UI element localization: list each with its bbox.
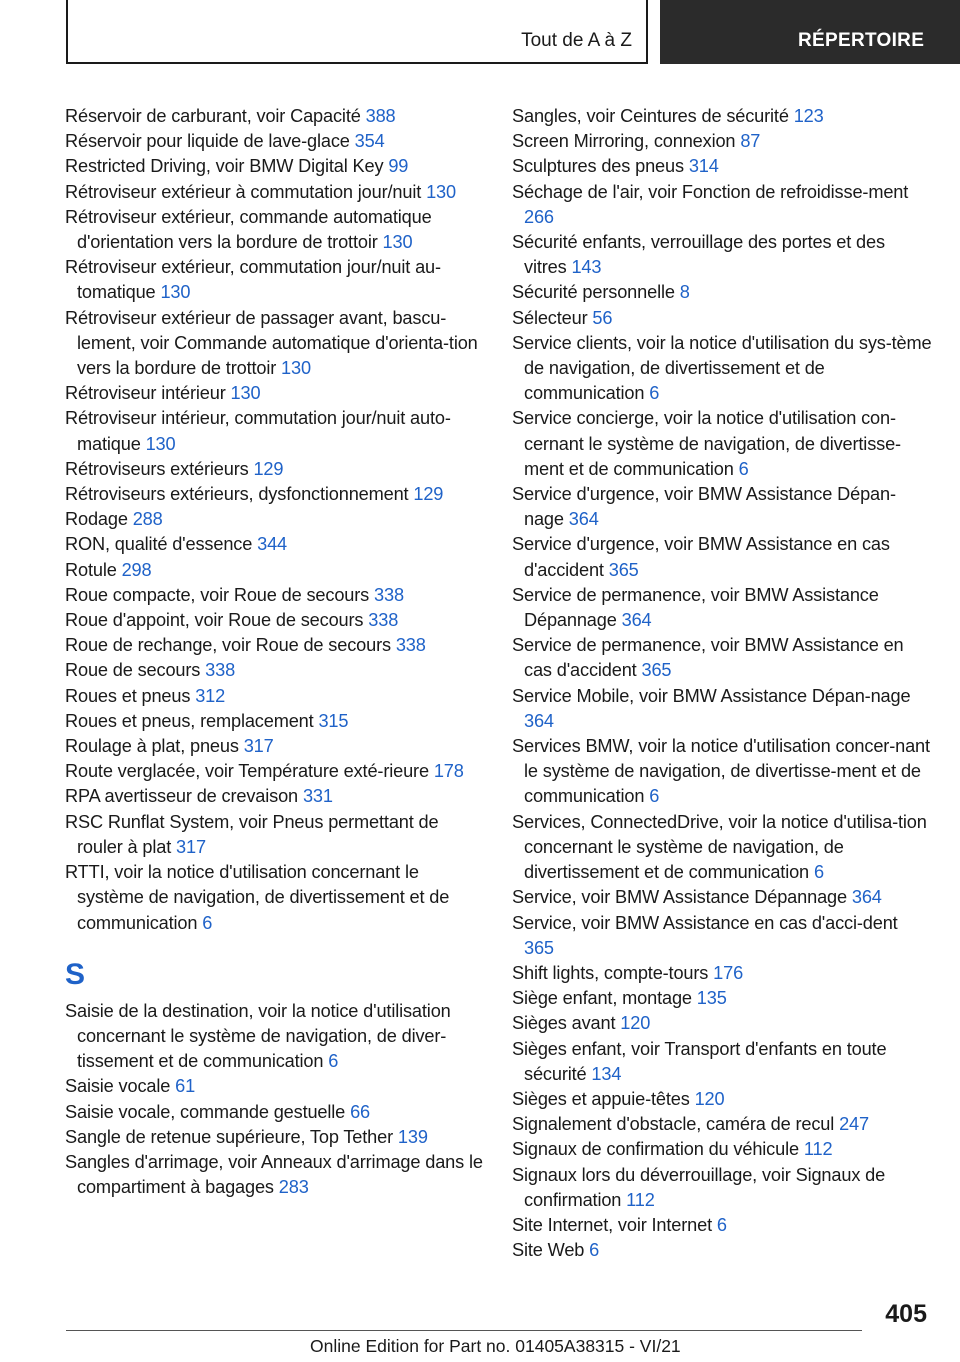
entry-text: Siège enfant, montage [512,988,692,1009]
index-entry [65,180,485,205]
entry-text: Rétroviseur intérieur [65,383,226,404]
footer-divider [66,1330,862,1331]
index-column-left [65,104,485,1200]
index-entry [512,104,932,129]
page-link[interactable]: 99 [388,156,409,177]
index-entry [65,1150,485,1200]
entry-text: Sièges enfant, voir Transport d'enfants en toute sécurité [512,1038,887,1084]
entry-text: Roues et pneus, remplacement [65,710,314,731]
index-entry [65,1100,485,1125]
entry-text: Sangle de retenue supérieure, Top Tether [65,1126,394,1147]
page-link[interactable]: 120 [694,1088,725,1109]
index-entry [65,784,485,809]
page-link[interactable]: 354 [354,131,385,152]
page-link[interactable]: 143 [571,257,602,278]
entry-text: Roue de rechange, voir Roue de secours [65,635,391,656]
index-entry [512,810,932,886]
entry-text: RTTI, voir la notice d'utilisation concernant le système de navigation, de divertissement et de communication [65,862,450,933]
page-link[interactable]: 6 [649,383,660,404]
index-entry [65,129,485,154]
entry-text: Rotule [65,559,117,580]
entry-text: Service de permanence, voir BMW Assistance Dépannage [512,584,879,631]
entry-text: Service de permanence, voir BMW Assistance en cas d'accident [512,635,904,681]
page-link[interactable]: 61 [175,1076,196,1097]
index-entry [65,507,485,532]
entry-text: Service concierge, voir la notice d'utilisation con-cernant le système de navigation, de divertisse-ment et de communication [512,408,901,479]
index-entry [512,154,932,179]
page-link[interactable]: 130 [382,232,413,253]
page-link[interactable]: 176 [713,962,744,983]
index-entries-right [512,104,932,1263]
entry-text: Sculptures des pneus [512,156,684,177]
index-entry [65,608,485,633]
entry-text: Réservoir pour liquide de lave-glace [65,131,350,152]
entry-text: Screen Mirroring, connexion [512,131,736,152]
index-entry [512,230,932,280]
page-link[interactable]: 135 [696,988,727,1009]
index-entry [65,381,485,406]
page-link[interactable]: 338 [368,610,399,631]
entry-text: Rétroviseur extérieur, commande automatique d'orientation vers la bordure de trottoir [65,206,432,253]
index-entry [512,986,932,1011]
index-entry [65,558,485,583]
page-link[interactable]: 338 [374,584,404,605]
page-link[interactable]: 283 [278,1177,309,1198]
chapter-tab[interactable] [660,0,960,64]
index-entry [65,759,485,784]
section-tab[interactable] [66,0,648,64]
index-entry [65,532,485,557]
index-entry [512,1163,932,1213]
entry-text: Saisie vocale, commande gestuelle [65,1101,346,1122]
page-link[interactable]: 331 [302,786,333,807]
entry-text: Site Web [512,1240,585,1261]
index-entry [512,532,932,582]
index-column-right [512,104,932,1263]
entry-text: Séchage de l'air, voir Fonction de refroidisse-ment [512,181,909,202]
page-number: 405 [885,1300,927,1328]
page-link[interactable]: 365 [608,559,639,580]
entry-text: Service, voir BMW Assistance Dépannage [512,887,847,908]
index-entry [65,1074,485,1099]
page-link[interactable]: 364 [568,509,599,530]
index-entry [512,180,932,230]
entry-text: Rodage [65,509,128,530]
section-letter: S [65,957,85,991]
page-link[interactable]: 130 [160,282,191,303]
edition-text: Online Edition for Part no. 01405A38315 - VI/21 [310,1336,681,1356]
entry-text: Sièges avant [512,1013,616,1034]
page-link[interactable]: 130 [230,383,261,404]
entry-text: Roue compacte, voir Roue de secours [65,584,370,605]
entry-text: Rétroviseur extérieur à commutation jour/nuit [65,181,422,202]
page-link[interactable]: 6 [328,1051,339,1072]
entry-text: Rétroviseurs extérieurs, dysfonctionnement [65,484,409,505]
page-link[interactable]: 338 [395,635,426,656]
page-link[interactable]: 6 [813,862,824,883]
index-entry [65,583,485,608]
entry-text: Restricted Driving, voir BMW Digital Key [65,156,384,177]
entry-text: Site Internet, voir Internet [512,1214,713,1235]
index-entry [65,205,485,255]
page-link[interactable]: 6 [716,1214,727,1235]
entry-text: Saisie de la destination, voir la notice d'utilisation concernant le système de navigation, de diver-tissement et de communication [65,1000,451,1072]
entry-text: Sangles, voir Ceintures de sécurité [512,106,789,126]
index-entries-r [65,104,485,936]
page-link[interactable]: 314 [688,156,719,177]
entry-text: Rétroviseurs extérieurs [65,458,249,479]
page-link[interactable]: 56 [592,307,613,328]
entry-text: Réservoir de carburant, voir Capacité [65,106,361,126]
page-link[interactable]: 112 [803,1139,833,1160]
entry-text: Sécurité personnelle [512,282,675,303]
entry-text: Shift lights, compte-tours [512,962,709,983]
page-link[interactable]: 364 [524,710,554,731]
index-entry [65,457,485,482]
page-link[interactable]: 338 [205,660,236,681]
index-entry [512,1087,932,1112]
index-entry [512,583,932,633]
index-entry [65,154,485,179]
section-label: Tout de A à Z [521,30,632,51]
index-entry [512,1238,932,1263]
index-entry [65,633,485,658]
index-entry [65,999,485,1075]
entry-text: Service clients, voir la notice d'utilisation du sys-tème de navigation, de divertissement et de communication [512,332,932,404]
index-entry [512,1037,932,1087]
index-entry [65,810,485,860]
entry-text: RON, qualité d'essence [65,534,253,555]
entry-text: Signaux lors du déverrouillage, voir Signaux de confirmation [512,1164,886,1210]
entry-text: Services, ConnectedDrive, voir la notice d'utilisa-tion concernant le système de navigation, de divertissement et de communication [512,811,927,883]
index-entry [65,684,485,709]
index-entry [65,482,485,507]
index-entry [512,684,932,734]
page-link[interactable]: 112 [626,1189,655,1210]
entry-text: Roues et pneus [65,685,191,706]
page-link[interactable]: 130 [426,181,456,202]
page-link[interactable]: 298 [121,559,152,580]
entry-text: RSC Runflat System, voir Pneus permettant de rouler à plat [65,811,439,857]
entry-text: Sièges et appuie-têtes [512,1088,690,1109]
page-link[interactable]: 266 [524,206,554,227]
page-link[interactable]: 6 [738,458,749,479]
entry-text: Service d'urgence, voir BMW Assistance Dépan-nage [512,484,896,530]
entry-text: Roulage à plat, pneus [65,736,239,757]
page-link[interactable]: 365 [524,937,554,958]
page-link[interactable]: 6 [202,912,213,933]
index-entry [512,331,932,407]
entry-text: Service d'urgence, voir BMW Assistance en cas d'accident [512,534,890,580]
entry-text: Sangles d'arrimage, voir Anneaux d'arrimage dans le compartiment à bagages [65,1151,483,1198]
page-link[interactable]: 6 [649,786,660,807]
page-link[interactable]: 123 [793,106,824,126]
index-entry [65,306,485,382]
page-link[interactable]: 120 [620,1013,651,1034]
entry-text: Services BMW, voir la notice d'utilisation concer-nant le système de navigation, de divertisse-ment et de communication [512,736,930,807]
chapter-label: RÉPERTOIRE [798,30,925,51]
entry-text: Roue de secours [65,660,201,681]
page-link[interactable]: 8 [679,282,690,303]
page-link[interactable]: 129 [253,458,284,479]
page-link[interactable]: 129 [413,484,444,505]
entry-text: Rétroviseur extérieur de passager avant, bascu-lement, voir Commande automatique d'orienta-tion vers la bordure de trottoir [65,307,478,379]
page-link[interactable]: 87 [740,131,761,152]
entry-text: Sécurité enfants, verrouillage des portes et des vitres [512,232,885,278]
index-entry [65,658,485,683]
entry-text: Route verglacée, voir Température exté-rieure [65,761,429,782]
page-link[interactable]: 364 [621,610,652,631]
entry-text: Rétroviseur intérieur, commutation jour/nuit auto-matique [65,408,451,454]
index-entry [512,885,932,910]
page-link[interactable]: 178 [433,761,464,782]
page-link[interactable]: 317 [176,836,206,857]
index-entry [512,1137,932,1162]
index-entry [512,961,932,986]
page-link[interactable]: 130 [145,433,176,454]
entry-text: Signalement d'obstacle, caméra de recul [512,1114,835,1135]
page-link[interactable]: 134 [591,1063,622,1084]
entry-text: RPA avertisseur de crevaison [65,786,299,807]
entry-text: Service Mobile, voir BMW Assistance Dépan-nage [512,685,911,706]
index-entry [512,1112,932,1137]
index-entry [512,1213,932,1238]
index-entry [512,633,932,683]
page-link[interactable]: 130 [281,358,311,379]
index-entry [65,104,485,129]
page-link[interactable]: 66 [350,1101,370,1122]
page-link[interactable]: 6 [589,1240,600,1261]
index-entry [512,482,932,532]
page-header [0,0,960,66]
entry-text: Signaux de confirmation du véhicule [512,1139,799,1160]
page-link[interactable]: 312 [195,685,226,706]
index-entry [65,406,485,456]
page-link[interactable]: 365 [641,660,672,681]
entry-text: Roue d'appoint, voir Roue de secours [65,610,364,631]
page-link[interactable]: 315 [318,710,349,731]
page-link[interactable]: 364 [851,887,882,908]
index-entry [512,911,932,961]
page-link[interactable]: 388 [365,106,396,126]
index-entry [512,129,932,154]
index-entry [65,255,485,305]
index-entry [512,406,932,482]
index-entry [512,280,932,305]
page-link[interactable]: 247 [839,1114,869,1135]
entry-text: Saisie vocale [65,1076,171,1097]
page-link[interactable]: 317 [243,736,274,757]
page-link[interactable]: 139 [397,1126,428,1147]
index-entry [65,860,485,936]
entry-text: Sélecteur [512,307,588,328]
index-entry [65,734,485,759]
entry-text: Service, voir BMW Assistance en cas d'acci-dent [512,912,898,933]
page-link[interactable]: 344 [257,534,288,555]
index-entry [512,1011,932,1036]
index-entries-s [65,999,485,1201]
index-entry [512,734,932,810]
index-entry [65,1125,485,1150]
page-link[interactable]: 288 [132,509,163,530]
index-entry [65,709,485,734]
index-entry [512,306,932,331]
entry-text: Rétroviseur extérieur, commutation jour/nuit au-tomatique [65,257,441,303]
